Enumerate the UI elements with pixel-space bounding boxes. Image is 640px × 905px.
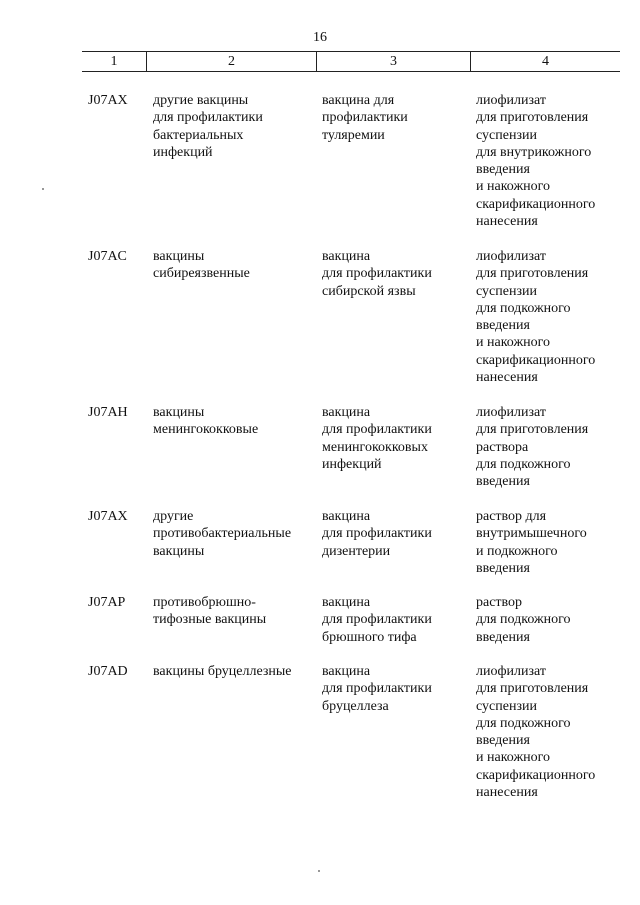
medicine-name: вакцина для профилактики туляремии [322,93,408,143]
medicine-name: вакцина для профилактики дизентерии [322,509,432,559]
page-number: 16 [313,30,327,45]
column-header-1: 1 [110,54,118,69]
atc-group: другие противобактериальные вакцины [153,509,292,559]
atc-code: J07AH [88,405,128,420]
dosage-form: раствор для подкожного введения [476,595,571,645]
dosage-form: лиофилизат для приготовления суспензии для внутрикожного введения и накожного скарификационного нанесения [476,93,596,230]
atc-code: J07AX [88,509,128,524]
medicine-name: вакцина для профилактики менингококковых инфекций [322,405,432,472]
atc-group: вакцины бруцеллезные [153,664,292,679]
atc-group: вакцины сибиреязвенные [153,249,250,282]
atc-code: J07AP [88,595,126,610]
column-header-2: 2 [146,52,316,71]
atc-group: вакцины менингококковые [153,405,259,438]
atc-code: J07AX [88,93,128,108]
column-header-3: 3 [316,52,470,71]
scan-speck [318,870,320,872]
medicine-name: вакцина для профилактики сибирской язвы [322,249,432,299]
atc-code: J07AD [88,664,128,679]
scan-speck [42,188,44,190]
dosage-form: раствор для внутримышечного и подкожного введения [476,509,587,576]
atc-group: другие вакцины для профилактики бактериальных инфекций [153,93,263,160]
column-header-4: 4 [470,52,620,71]
dosage-form: лиофилизат для приготовления суспензии для подкожного введения и накожного скарификационного нанесения [476,249,596,386]
atc-code: J07AC [88,249,127,264]
medicine-name: вакцина для профилактики бруцеллеза [322,664,432,714]
medicine-name: вакцина для профилактики брюшного тифа [322,595,432,645]
dosage-form: лиофилизат для приготовления раствора для подкожного введения [476,405,589,490]
atc-group: противобрюшно- тифозные вакцины [153,595,267,628]
dosage-form: лиофилизат для приготовления суспензии для подкожного введения и накожного скарификационного нанесения [476,664,596,801]
